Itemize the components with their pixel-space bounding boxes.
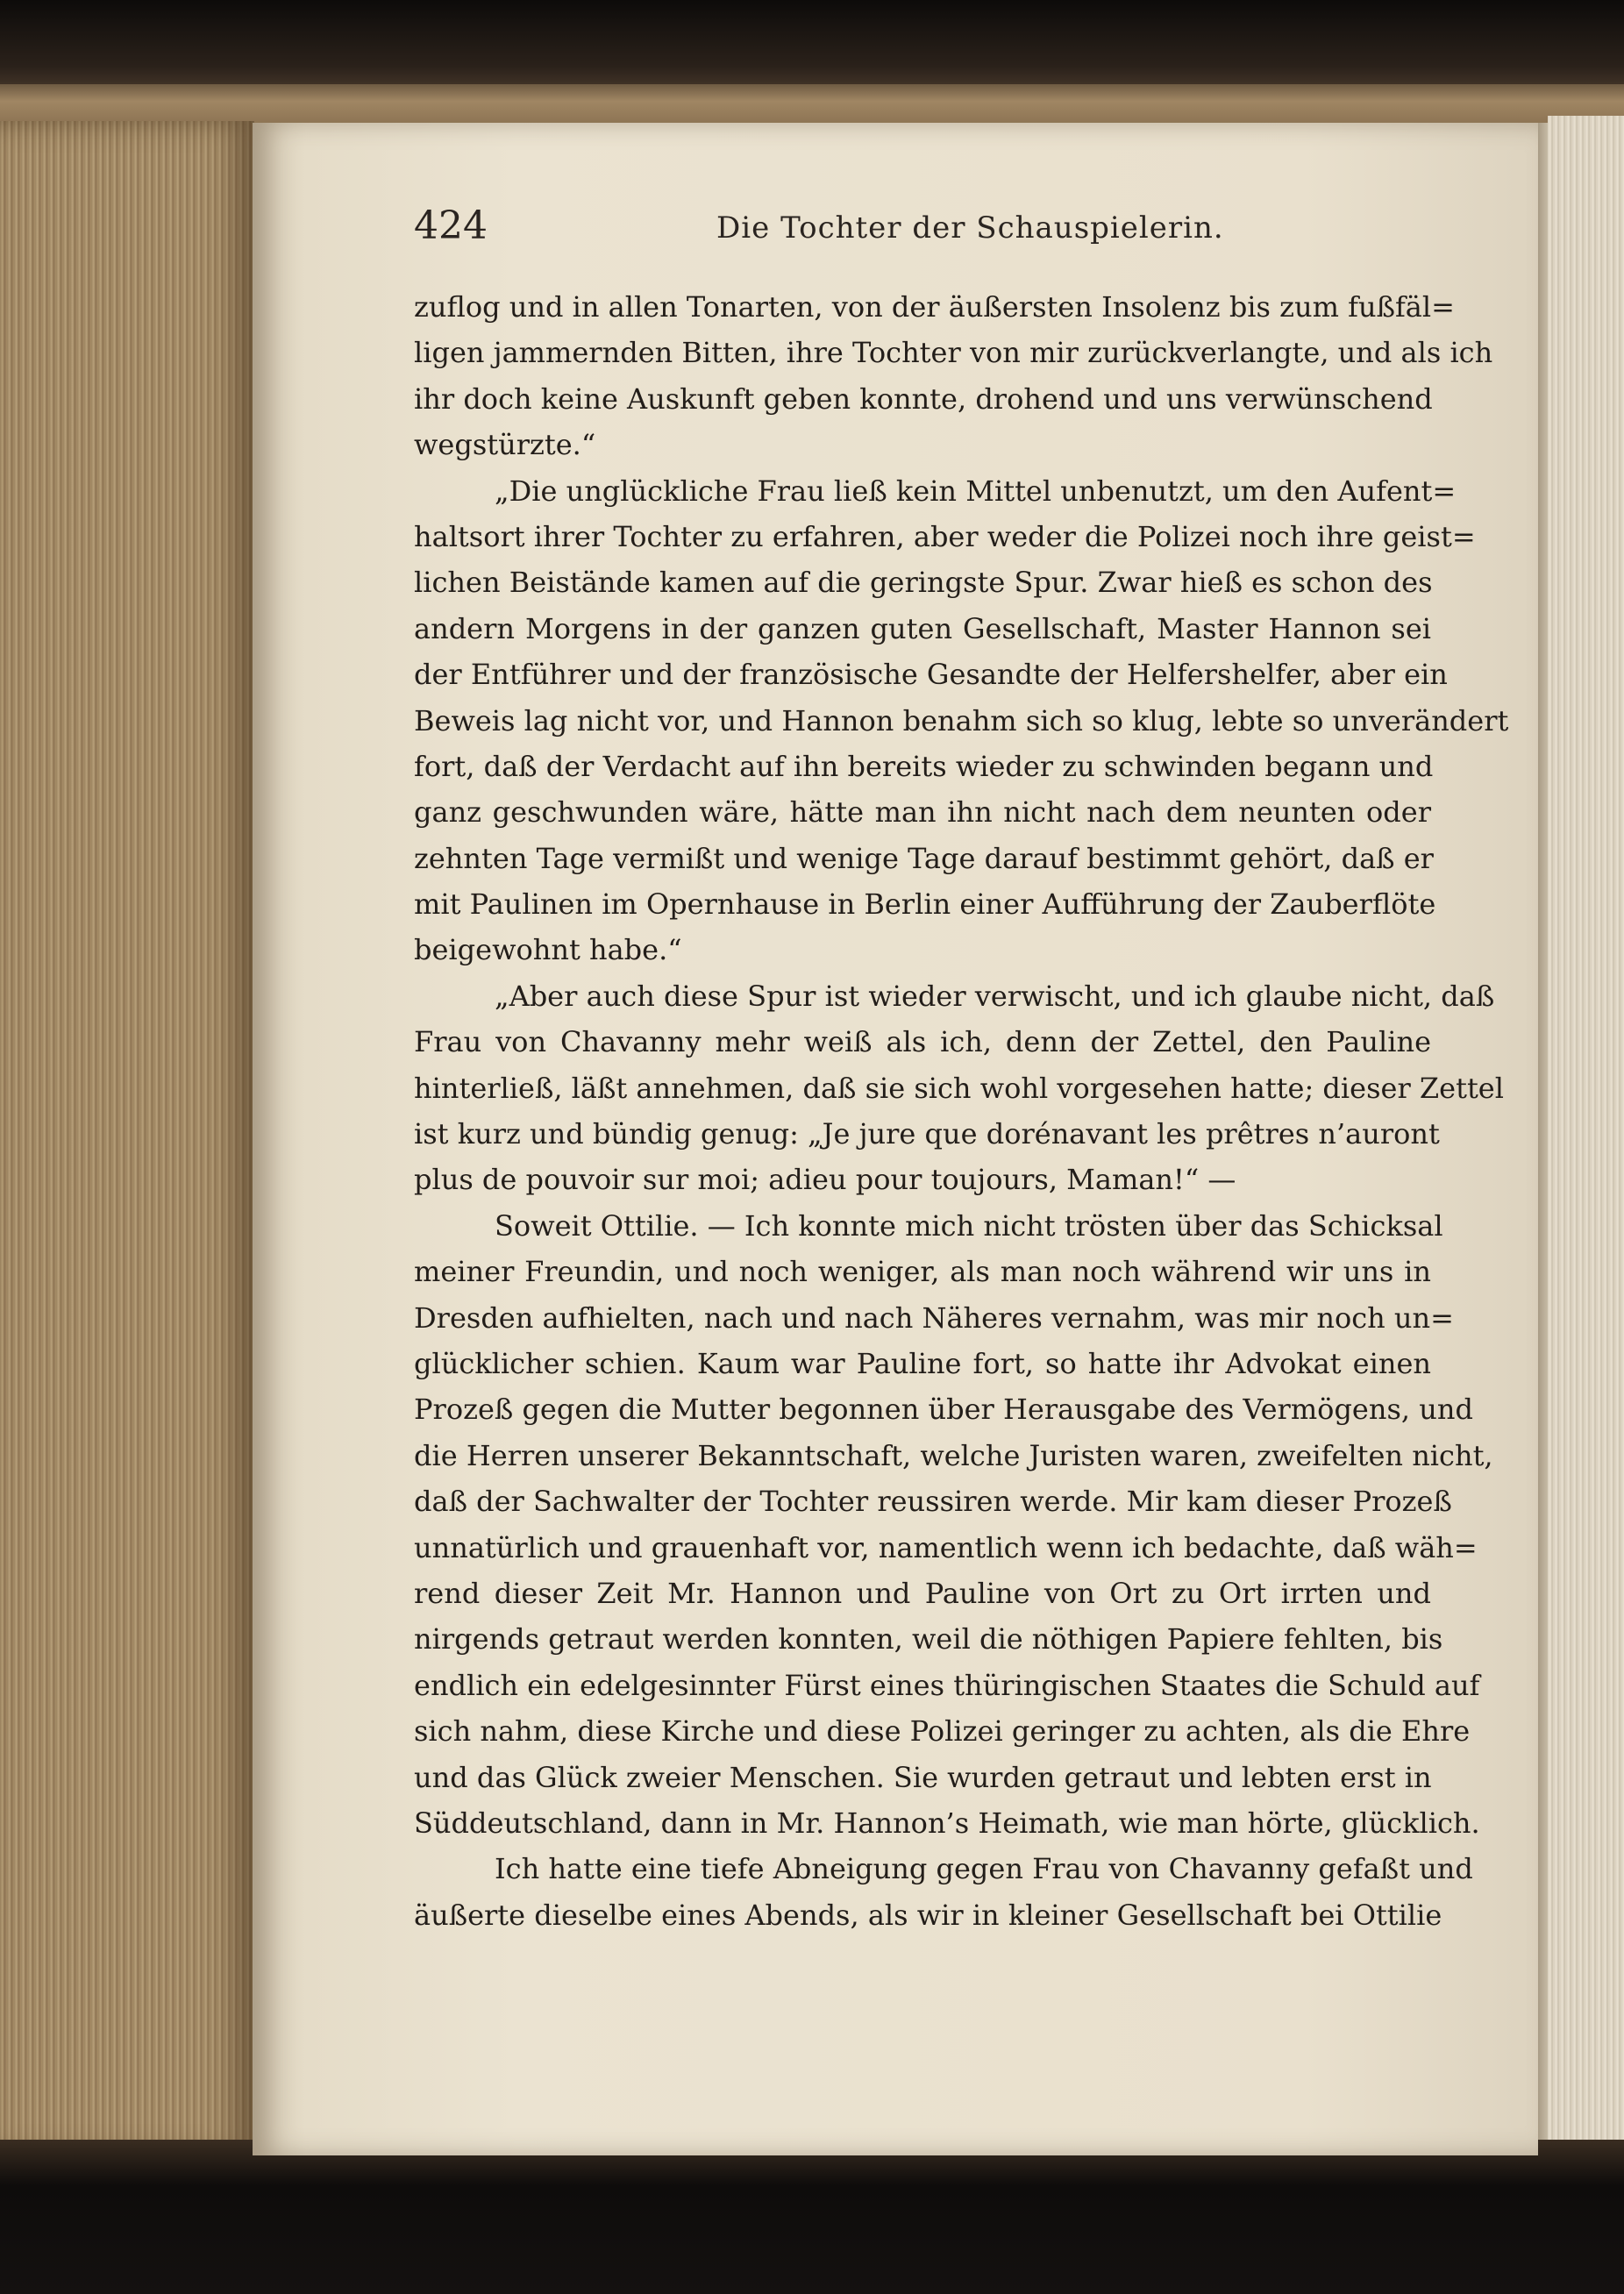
text-line: daß der Sachwalter der Tochter reussiren werde. Mir kam dieser Prozeß <box>414 1485 1452 1519</box>
text-line: fort, daß der Verdacht auf ihn bereits wieder zu schwinden begann und <box>414 749 1434 783</box>
text-line: andern Morgens in der ganzen guten Gesellschaft, Master Hannon sei <box>414 611 1431 645</box>
body-text <box>414 284 1509 1938</box>
page-header <box>414 203 1431 256</box>
text-line: beigewohnt habe.“ <box>414 933 682 967</box>
background-top <box>0 0 1624 95</box>
text-line: zehnten Tage vermißt und wenige Tage darauf bestimmt gehört, daß er <box>414 841 1434 875</box>
text-line: Beweis lag nicht vor, und Hannon benahm sich so klug, lebte so unverändert <box>414 703 1509 737</box>
text-line: zuflog und in allen Tonarten, von der äußersten Insolenz bis zum fußfäl= <box>414 290 1455 324</box>
text-line: hinterließ, läßt annehmen, daß sie sich wohl vorgesehen hatte; dieser Zettel <box>414 1071 1504 1105</box>
text-line: Süddeutschland, dann in Mr. Hannon’s Heimath, wie man hörte, glücklich. <box>414 1806 1480 1840</box>
text-line: „Aber auch diese Spur ist wieder verwischt, und ich glaube nicht, daß <box>495 979 1495 1013</box>
running-title: Die Tochter der Schauspielerin. <box>716 210 1224 246</box>
right-page-stack <box>1548 116 1624 2159</box>
text-line: glücklicher schien. Kaum war Pauline fort, so hatte ihr Advokat einen <box>414 1346 1431 1380</box>
text-line: und das Glück zweier Menschen. Sie wurden getraut und lebten erst in <box>414 1760 1432 1794</box>
text-line: die Herren unserer Bekanntschaft, welche Juristen waren, zweifelten nicht, <box>414 1438 1493 1472</box>
text-line: ligen jammernden Bitten, ihre Tochter von mir zurückverlangte, und als ich <box>414 336 1493 370</box>
text-line: „Die unglückliche Frau ließ kein Mittel unbenutzt, um den Aufent= <box>495 474 1457 508</box>
text-line: endlich ein edelgesinnter Fürst eines thüringischen Staates die Schuld auf <box>414 1668 1480 1702</box>
text-line: nirgends getraut werden konnten, weil die nöthigen Papiere fehlten, bis <box>414 1622 1443 1656</box>
page-number: 424 <box>414 203 488 248</box>
text-line: Frau von Chavanny mehr weiß als ich, denn der Zettel, den Pauline <box>414 1025 1431 1059</box>
text-line: lichen Beistände kamen auf die geringste Spur. Zwar hieß es schon des <box>414 566 1433 600</box>
text-line: Dresden aufhielten, nach und nach Näheres vernahm, was mir noch un= <box>414 1300 1454 1335</box>
text-line: plus de pouvoir sur moi; adieu pour toujours, Maman!“ — <box>414 1163 1236 1197</box>
text-line: rend dieser Zeit Mr. Hannon und Pauline von Ort zu Ort irrten und <box>414 1576 1431 1610</box>
text-line: mit Paulinen im Opernhause in Berlin einer Aufführung der Zauberflöte <box>414 887 1436 922</box>
text-line: ihr doch keine Auskunft geben konnte, drohend und uns verwünschend <box>414 381 1433 416</box>
text-line: haltsort ihrer Tochter zu erfahren, aber weder die Polizei noch ihre geist= <box>414 519 1476 553</box>
text-line: Prozeß gegen die Mutter begonnen über Herausgabe des Vermögens, und <box>414 1393 1473 1427</box>
text-line: Ich hatte eine tiefe Abneigung gegen Frau von Chavanny gefaßt und <box>495 1852 1473 1886</box>
text-line: Soweit Ottilie. — Ich konnte mich nicht trösten über das Schicksal <box>495 1208 1443 1243</box>
background-bottom <box>0 2140 1624 2294</box>
book-spine-edge <box>0 84 1624 126</box>
left-page-stack <box>0 121 254 2155</box>
text-line: meiner Freundin, und noch weniger, als man noch während wir uns in <box>414 1255 1431 1289</box>
text-line: der Entführer und der französische Gesandte der Helfershelfer, aber ein <box>414 658 1448 692</box>
text-line: sich nahm, diese Kirche und diese Polizei geringer zu achten, als die Ehre <box>414 1714 1471 1749</box>
text-line: wegstürzte.“ <box>414 428 596 462</box>
text-line: ist kurz und bündig genug: „Je jure que dorénavant les prêtres n’auront <box>414 1117 1440 1151</box>
text-line: unnatürlich und grauenhaft vor, namentlich wenn ich bedachte, daß wäh= <box>414 1530 1478 1564</box>
text-line: ganz geschwunden wäre, hätte man ihn nicht nach dem neunten oder <box>414 795 1431 830</box>
text-line: äußerte dieselbe eines Abends, als wir in kleiner Gesellschaft bei Ottilie <box>414 1898 1442 1932</box>
